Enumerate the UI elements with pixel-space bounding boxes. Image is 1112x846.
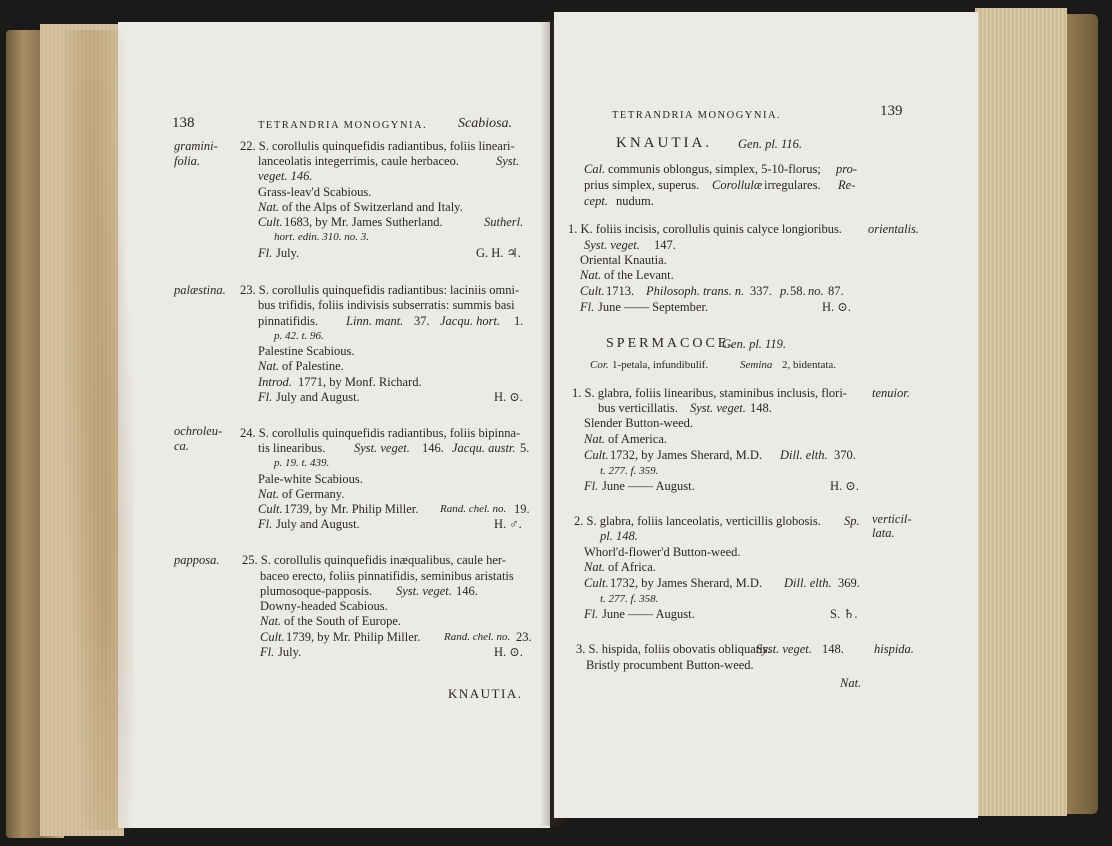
entry-ref: 5. [520,441,530,455]
entry-line: Oriental Knautia. [580,253,667,267]
page-number: 138 [172,115,195,131]
entry-sign: H. ⊙. [494,645,523,659]
char-ref: Semina [740,359,773,371]
entry-line: 23. S. corollulis quinquefidis radiantibus: laciniis omni- [240,283,520,297]
running-head: TETRANDRIA MONOGYNIA. [258,120,428,131]
entry-line: July. [276,246,300,260]
entry-line: baceo erecto, foliis pinnatifidis, seminibus aristatis [260,569,514,583]
entry-ref: Syst. veget. [584,238,640,252]
catchword: KNAUTIA. [448,686,523,701]
entry-line: 1771, by Monf. Richard. [298,375,422,389]
entry-line: of Africa. [608,560,656,574]
margin-species: ochroleu- [174,424,223,438]
entry-line: of America. [608,432,668,446]
entry-ref: Fl. [260,645,275,659]
entry-ref: Nat. [584,432,606,446]
entry-line: 1713. [606,284,635,298]
margin-species: hispida. [874,642,914,656]
margin-species: papposa. [174,553,220,567]
entry-line: 1. K. foliis incisis, corollulis quinis calyce longioribus. [568,222,842,236]
entry-ref: 19. [514,502,530,516]
entry-ref: Nat. [584,560,606,574]
entry-line: 22. S. corollulis quinquefidis radiantibus, foliis lineari- [240,139,515,153]
entry-line: hort. edin. 310. no. 3. [274,231,370,243]
entry-line: 25. S. corollulis quinquefidis inæqualibus, caule her- [242,553,506,567]
entry-ref: p. [780,284,790,298]
entry-line: June —— August. [602,479,695,493]
entry-ref: Dill. elth. [784,576,832,590]
entry-line: 58. [790,284,806,298]
entry-line: plumosoque-papposis. [260,584,373,598]
margin-species: verticil- [872,512,912,526]
entry-line: tis linearibus. [258,441,326,455]
char-line: 2, bidentata. [782,359,837,371]
entry-line: Slender Button-weed. [584,416,694,430]
page-number: 139 [880,103,903,119]
char-ref: Corollulæ [712,178,763,192]
left-page [118,22,550,828]
entry-line: 1683, by Mr. James Sutherland. [284,215,443,229]
entry-ref: Cult. [580,284,605,298]
char-ref: Re- [838,178,856,192]
entry-ref: Fl. [258,390,273,404]
entry-ref: Rand. chel. no. [440,503,507,515]
char-ref: cept. [584,194,608,208]
entry-ref: 37. [414,314,430,328]
char-line: 1-petala, infundibulif. [612,359,709,371]
entry-ref: Cult. [584,576,609,590]
entry-ref: 1. [514,314,524,328]
entry-line: lanceolatis integerrimis, caule herbaceo. [258,154,459,168]
entry-ref: Sp. [844,514,860,528]
entry-ref: Philosoph. trans. n. [646,284,745,298]
entry-ref: Syst. veget. [690,401,746,415]
entry-ref: Nat. [258,359,280,373]
entry-line: 3. S. hispida, foliis obovatis obliquatis. [576,642,771,656]
genus-ref: Gen. pl. 119. [722,337,786,351]
char-ref: Cor. [590,359,609,371]
entry-ref: Dill. elth. [780,448,828,462]
entry-line: 369. [838,576,860,590]
entry-ref: Cult. [260,630,285,644]
entry-line: of the South of Europe. [284,614,401,628]
entry-ref: 146. [422,441,444,455]
char-line: prius simplex, superus. [584,178,700,192]
entry-ref: Introd. [258,375,292,389]
entry-sign: S. ♄. [830,607,858,621]
entry-ref: Syst. veget. [396,584,452,598]
entry-ref: Jacqu. hort. [440,314,501,328]
entry-line: 1732, by James Sherard, M.D. [610,448,763,462]
entry-line: 24. S. corollulis quinquefidis radiantibus, foliis bipinna- [240,426,521,440]
entry-line: June —— September. [598,300,709,314]
entry-sign: H. ⊙. [830,479,859,493]
entry-line: 147. [654,238,676,252]
entry-line: Palestine Scabious. [258,344,355,358]
entry-line: p. 19. t. 439. [274,457,330,469]
entry-line: Grass-leav'd Scabious. [258,185,372,199]
entry-sign: G. H. ♃. [476,246,521,260]
entry-ref: no. [808,284,824,298]
entry-line: 337. [750,284,772,298]
entry-line: of Germany. [282,487,345,501]
entry-line: of Palestine. [282,359,344,373]
entry-sign: H. ⊙. [822,300,851,314]
entry-line: 148. [750,401,772,415]
margin-species: ca. [174,439,189,453]
catchword: Nat. [840,676,862,690]
foxing-stain [64,30,134,830]
entry-line: pl. 148. [600,529,638,543]
entry-ref: Syst. [496,154,520,168]
entry-line: t. 277. f. 358. [600,593,659,605]
entry-line: 1739, by Mr. Philip Miller. [286,630,421,644]
entry-ref: Cult. [258,215,283,229]
entry-ref: Nat. [258,200,280,214]
entry-ref: Linn. mant. [346,314,404,328]
entry-ref: Fl. [258,517,273,531]
running-head: TETRANDRIA MONOGYNIA. [612,110,782,121]
char-line: nudum. [616,194,654,208]
entry-line: Pale-white Scabious. [258,472,363,486]
margin-species: orientalis. [868,222,920,236]
entry-line: 1732, by James Sherard, M.D. [610,576,763,590]
entry-ref: Cult. [258,502,283,516]
genus-heading: KNAUTIA. [616,135,713,151]
entry-line: June —— August. [602,607,695,621]
entry-line: 87. [828,284,844,298]
entry-line: pinnatifidis. [258,314,319,328]
entry-ref: 146. [456,584,478,598]
char-line: communis oblongus, simplex, 5-10-florus; [608,162,821,176]
entry-line: July. [278,645,302,659]
entry-line: Bristly procumbent Button-weed. [586,658,754,672]
char-line: irregulares. [764,178,821,192]
margin-species: lata. [872,526,895,540]
margin-species: tenuior. [872,386,910,400]
entry-line: Downy-headed Scabious. [260,599,388,613]
entry-ref: 23. [516,630,532,644]
entry-ref: Cult. [584,448,609,462]
entry-line: 1. S. glabra, foliis linearibus, staminibus inclusis, flori- [572,386,847,400]
entry-line: p. 42. t. 96. [274,330,324,342]
margin-species: folia. [174,154,201,168]
entry-line: t. 277. f. 359. [600,465,659,477]
entry-ref: Fl. [580,300,595,314]
entry-ref: Nat. [258,487,280,501]
entry-line: 370. [834,448,856,462]
entry-ref: Rand. chel. no. [444,631,511,643]
entry-ref: Nat. [580,268,602,282]
page-edges-right [975,8,1067,816]
entry-line: 2. S. glabra, foliis lanceolatis, verticillis globosis. [574,514,821,528]
entry-line: Whorl'd-flower'd Button-weed. [584,545,741,559]
entry-ref: Syst. veget. [756,642,812,656]
char-ref: pro- [836,162,858,176]
entry-ref: Fl. [584,479,599,493]
entry-ref: Syst. veget. [354,441,410,455]
entry-line: bus trifidis, foliis indivisis subserratis: summis basi [258,298,515,312]
entry-ref: Fl. [258,246,273,260]
entry-sign: H. ⊙. [494,390,523,404]
entry-ref: Fl. [584,607,599,621]
margin-species: gramini- [174,139,218,153]
entry-line: 148. [822,642,844,656]
entry-ref: Nat. [260,614,282,628]
entry-sign: H. ♂. [494,517,522,531]
entry-line: bus verticillatis. [598,401,678,415]
running-head-genus: Scabiosa. [458,116,513,131]
entry-line: of the Levant. [604,268,674,282]
entry-line: July and August. [276,390,360,404]
entry-ref: Jacqu. austr. [452,441,516,455]
genus-ref: Gen. pl. 116. [738,137,802,151]
entry-line: veget. 146. [258,169,313,183]
entry-line: July and August. [276,517,360,531]
entry-line: of the Alps of Switzerland and Italy. [282,200,463,214]
margin-species: palæstina. [174,283,226,297]
right-page [554,12,978,818]
char-ref: Cal. [584,162,606,176]
genus-heading: SPERMACOCE. [606,336,736,351]
entry-line: 1739, by Mr. Philip Miller. [284,502,419,516]
entry-ref: Sutherl. [484,215,524,229]
